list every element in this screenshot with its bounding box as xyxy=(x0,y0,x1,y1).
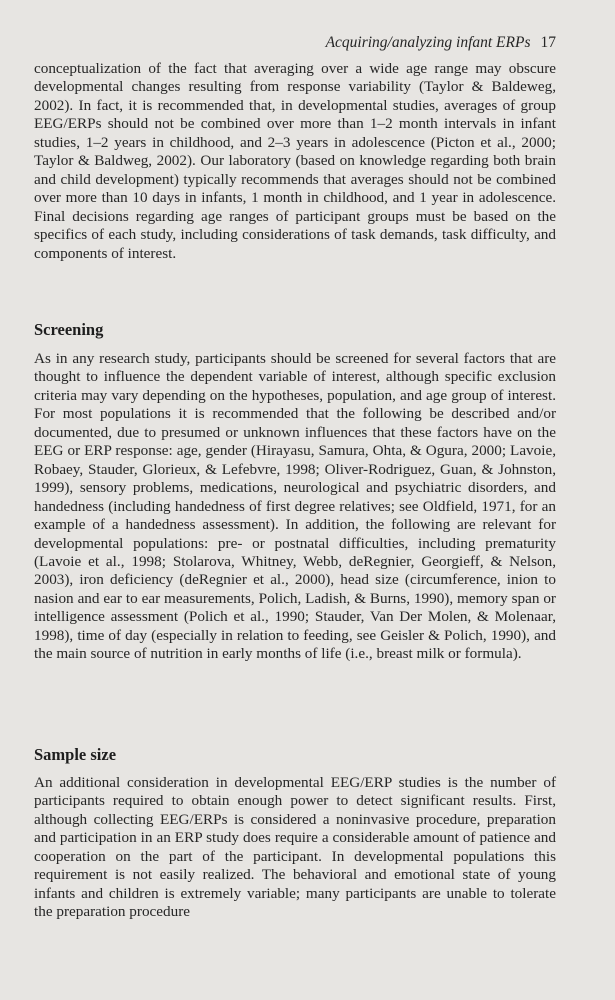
sample-size-heading: Sample size xyxy=(34,745,117,764)
screening-heading: Screening xyxy=(34,320,104,339)
page-number: 17 xyxy=(540,34,556,51)
running-head xyxy=(326,34,556,52)
sample-size-paragraph-block xyxy=(34,774,556,922)
screening-paragraph: As in any research study, participants should be screened for several factors that are thought to influence the dependent variable of interest, although specific exclusion criteria may vary depending on the hypotheses, population, and age group of interest. For most populations it is recommended that the following be described and/or documented, due to presumed or unknown influences that these factors have on the EEG or ERP response: age, gender (Hirayasu, Samura, Ohta, & Ogura, 2000; Lavoie, Robaey, Stauder, Glorieux, & Lefebvre, 1998; Oliver-Rodriguez, Guan, & Johnston, 1999), sensory problems, medications, neurological and psychiatric disorders, and handedness (including handedness of first degree relatives; see Oldfield, 1971, for an example of a handedness assessment). In addition, the following are relevant for developmental populations: pre- or postnatal difficulties, including prematurity (Lavoie et al., 1998; Stolarova, Whitney, Webb, deRegnier, Georgieff, & Nelson, 2003), iron deficiency (deRegnier et al., 2000), head size (circumference, inion to nasion and ear to ear measurements, Polich, Ladish, & Burns, 1990), memory span or intelligence assessment (Polich et al., 1990; Stauder, Van Der Molen, & Molenaar, 1998), time of day (especially in relation to feeding, see Geisler & Polich, 1990), and the main source of nutrition in early months of life (i.e., breast milk or formula). xyxy=(34,350,556,663)
screening-paragraph-block xyxy=(34,350,556,664)
intro-paragraph-block xyxy=(34,60,556,263)
sample-size-paragraph: An additional consideration in developmental EEG/ERP studies is the number of participants required to obtain enough power to detect significant results. First, although collecting EEG/ERPs is considered a noninvasive procedure, preparation and participation in an ERP study does require a considerable amount of patience and cooperation on the part of the participant. In developmental populations this requirement is not easily realized. The behavioral and emotional state of young infants and children is extremely variable; many participants are unable to tolerate the preparation procedure xyxy=(34,774,556,921)
running-title: Acquiring/analyzing infant ERPs xyxy=(325,34,531,51)
intro-paragraph: conceptualization of the fact that averaging over a wide age range may obscure developmental changes resulting from response variability (Taylor & Baldeweg, 2002). In fact, it is recommended that, in developmental studies, averages of group EEG/ERPs should not be combined over more than 1–2 month intervals in infant studies, 1–2 years in childhood, and 2–3 years in adolescence (Picton et al., 2000; Taylor & Baldweg, 2002). Our laboratory (based on knowledge regarding both brain and child development) typically recommends that averages should not be combined over more than 10 days in infants, 1 month in childhood, and 1 year in adolescence. Final decisions regarding age ranges of participant groups must be based on the specifics of each study, including considerations of task demands, task difficulty, and components of interest. xyxy=(34,60,556,262)
